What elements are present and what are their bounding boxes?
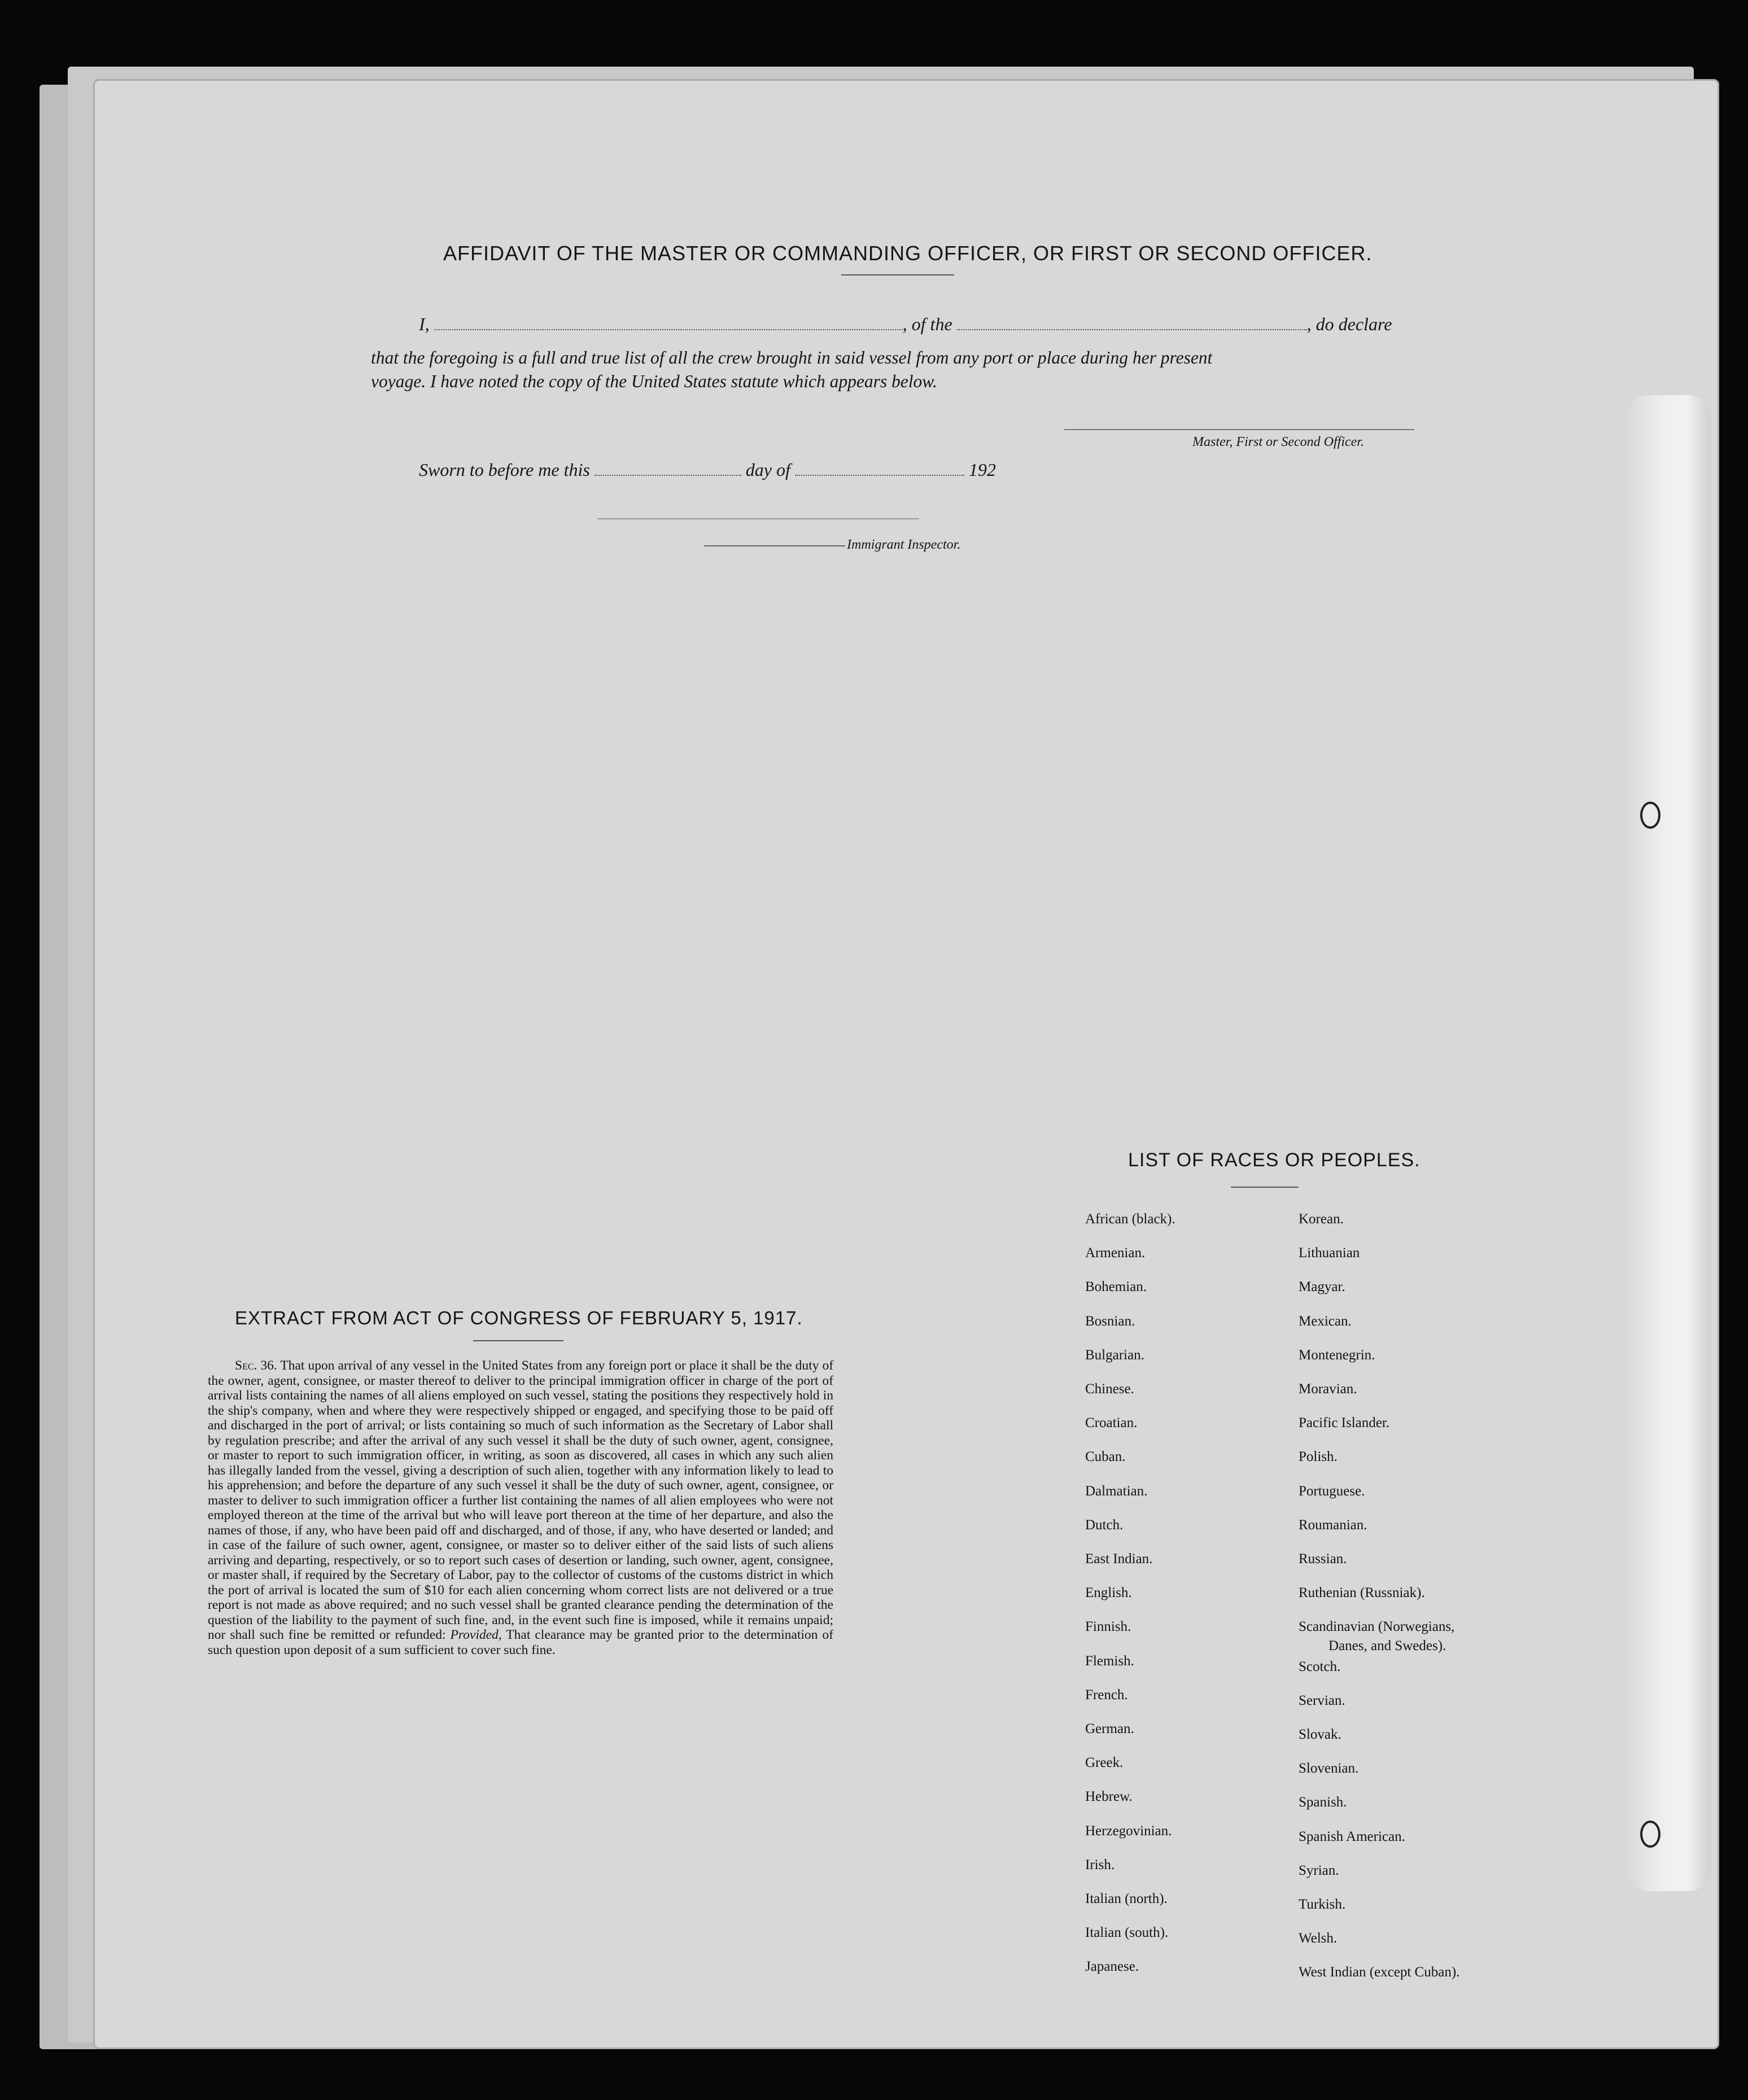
sworn-line (419, 460, 996, 480)
race-item: Servian. (1299, 1692, 1345, 1708)
statute-section-label: Sec. 36. (235, 1358, 277, 1373)
race-item: East Indian. (1085, 1551, 1153, 1567)
race-item: Korean. (1299, 1211, 1344, 1227)
race-item: Mexican. (1299, 1313, 1352, 1329)
race-item: German. (1085, 1721, 1134, 1736)
race-item: Cuban. (1085, 1449, 1126, 1465)
race-item: Slovak. (1299, 1727, 1341, 1742)
race-item: West Indian (except Cuban). (1299, 1965, 1460, 1980)
races-title-rule (1231, 1187, 1299, 1188)
affidavit-declare: , do declare (1306, 314, 1392, 334)
race-item: Russian. (1299, 1551, 1347, 1567)
race-item: Pacific Islander. (1299, 1415, 1390, 1431)
race-item: Croatian. (1085, 1415, 1138, 1431)
race-item: Bosnian. (1085, 1313, 1135, 1329)
day-of-label: day of (745, 460, 790, 480)
sworn-label: Sworn to before me this (419, 460, 590, 480)
master-signature-line (1064, 429, 1414, 430)
statute-text (208, 1358, 833, 1657)
race-item: Scotch. (1299, 1659, 1341, 1674)
race-item: Lithuanian (1299, 1245, 1360, 1261)
race-item: Dalmatian. (1085, 1483, 1148, 1499)
race-item: Roumanian. (1299, 1517, 1367, 1533)
race-item: Portuguese. (1299, 1483, 1365, 1499)
race-item: Slovenian. (1299, 1761, 1359, 1777)
race-item: Scandinavian (Norwegians, (1299, 1619, 1455, 1635)
affidavit-line-2: that the foregoing is a full and true list of all the crew brought in said vessel from any port or place during her present (371, 348, 1213, 368)
races-col2-continuation: Danes, and Swedes). (1329, 1638, 1447, 1653)
affidavit-line-3: voyage. I have noted the copy of the United States statute which appears below. (371, 371, 937, 391)
race-item: Welsh. (1299, 1931, 1338, 1946)
race-item: Italian (south). (1085, 1925, 1169, 1941)
race-item: Armenian. (1085, 1245, 1146, 1261)
race-item: Bohemian. (1085, 1279, 1147, 1295)
affidavit-i: I, (419, 314, 430, 334)
race-item: Hebrew. (1085, 1789, 1133, 1805)
races-title: LIST OF RACES OR PEOPLES. (1128, 1149, 1421, 1171)
race-item: English. (1085, 1585, 1132, 1601)
affidavit-of-the: , of the (902, 314, 952, 334)
bleed-through-text (209, 186, 1677, 231)
affidavit-line-1 (419, 314, 1392, 335)
extract-title: EXTRACT FROM ACT OF CONGRESS OF FEBRUARY 5, 1917. (235, 1307, 803, 1328)
inspector-signature-line-top (597, 518, 919, 519)
race-item: African (black). (1085, 1211, 1175, 1227)
sworn-month-blank (795, 474, 964, 476)
affidavit-title: AFFIDAVIT OF THE MASTER OR COMMANDING OFFICER, OR FIRST OR SECOND OFFICER. (443, 242, 1373, 265)
race-item: Ruthenian (Russniak). (1299, 1585, 1425, 1601)
race-item: Montenegrin. (1299, 1347, 1375, 1363)
race-item: Herzegovinian. (1085, 1823, 1172, 1839)
race-item: Polish. (1299, 1449, 1338, 1465)
extract-title-rule (473, 1340, 563, 1341)
year-label: 192 (968, 460, 996, 480)
master-caption: Master, First or Second Officer. (1192, 435, 1364, 449)
race-item: French. (1085, 1687, 1128, 1703)
race-item: Syrian. (1299, 1862, 1339, 1878)
race-item: Spanish American. (1299, 1828, 1405, 1844)
race-item: Japanese. (1085, 1959, 1139, 1975)
race-item: Magyar. (1299, 1279, 1345, 1295)
race-item: Greek. (1085, 1755, 1124, 1771)
race-item: Spanish. (1299, 1795, 1347, 1810)
race-item: Dutch. (1085, 1517, 1124, 1533)
race-item: Flemish. (1085, 1653, 1134, 1669)
binder-hole (1640, 1821, 1660, 1848)
race-item: Bulgarian. (1085, 1347, 1144, 1363)
race-item: Finnish. (1085, 1619, 1131, 1635)
race-item: Italian (north). (1085, 1891, 1168, 1906)
race-item: Chinese. (1085, 1381, 1134, 1397)
statute-end: That clearance may be granted prior to the determination of such question upon deposit of a sum sufficient to cover such fine. (208, 1628, 834, 1657)
statute-provided: Provided, (450, 1628, 502, 1642)
name-blank (434, 329, 903, 330)
statute-body: That upon arrival of any vessel in the United States from any foreign port or place it shall be the duty of the owner, agent, consignee, or master thereof to deliver to the principal immigration officer in charge of the port of arrival lists containing the names of all aliens employed on such vessel, stating the positions they respectively hold in the ship's company, when and where they were respectively shipped or engaged, and specifying those to be paid off and discharged in the port of arrival; or lists containing so much of such information as the Secretary of Labor shall by regulation prescribe; and after the arrival of any such vessel it shall be the duty of such owner, agent, consignee, or master to report to such immigration officer, in writing, as soon as discovered, all cases in which any such alien has illegally landed from the vessel, giving a description of such alien, together with any information likely to lead to his apprehension; and before the departure of any such vessel it shall be the duty of such owner, agent, consignee, or master to deliver to such immigration officer a further list containing the names of all alien employees who were not employed thereon at the time of the arrival but who will leave port thereon at the time of her departure, and also the names of those, if any, who have been paid off and discharged, and of those, if any, who have deserted or landed; and in case of the failure of such owner, agent, consignee, or master so to deliver either of the said lists of such aliens arriving and departing, respectively, or so to report such cases of desertion or landing, such owner, agent, consignee, or master shall, if required by the Secretary of Labor, pay to the collector of customs of the customs district in which the port of arrival is located the sum of $10 for each alien concerning whom correct lists are not delivered or a true report is not made as above required; and no such vessel shall be granted clearance pending the determination of the question of the liability to the payment of such fine, and, in the event such fine is imposed, while it remains unpaid; nor shall such fine be remitted or refunded: (208, 1358, 834, 1642)
vessel-blank (957, 329, 1307, 330)
affidavit-title-rule (841, 274, 954, 275)
inspector-signature-line (704, 545, 845, 546)
sworn-day-blank (595, 474, 741, 476)
race-item: Irish. (1085, 1857, 1115, 1873)
inspector-caption: Immigrant Inspector. (847, 537, 961, 552)
binder-hole (1640, 802, 1660, 829)
page-edge-wear (1626, 395, 1711, 1891)
race-item: Turkish. (1299, 1897, 1346, 1912)
race-item: Moravian. (1299, 1381, 1357, 1397)
